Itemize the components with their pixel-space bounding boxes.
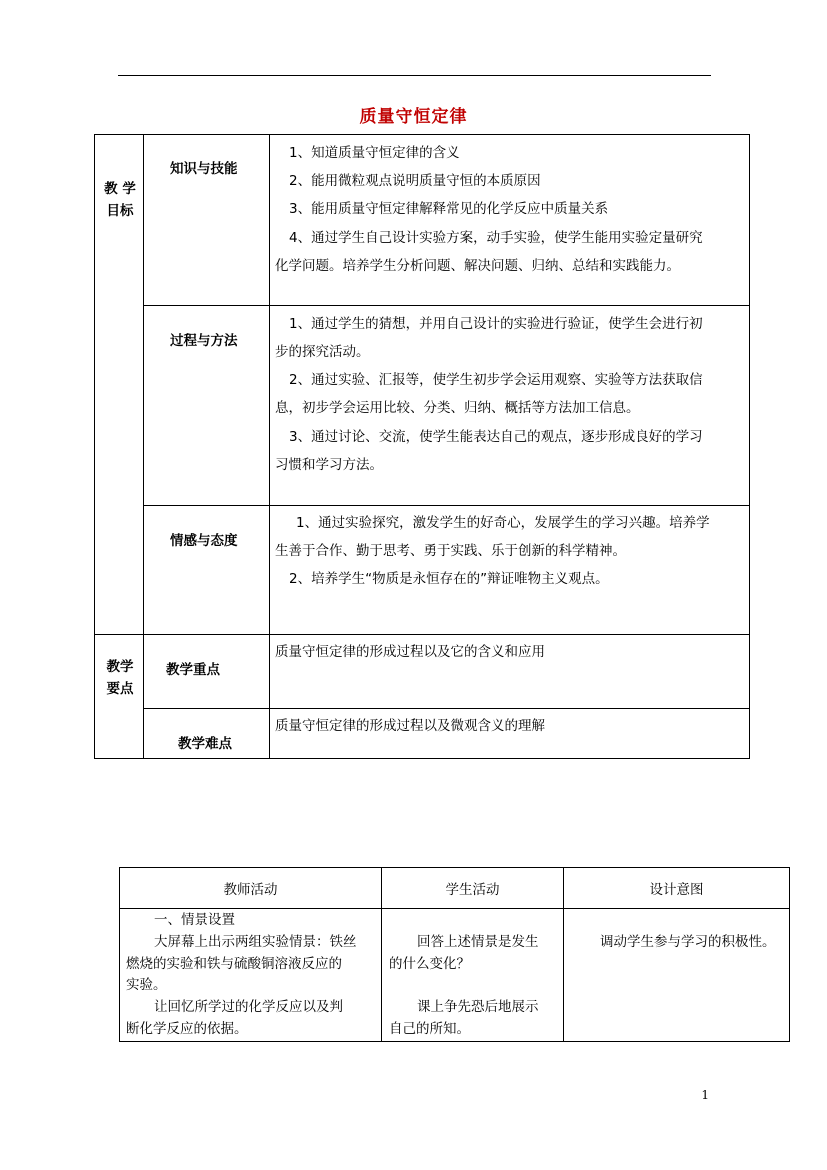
knowledge-item: 2、能用微粒观点说明质量守恒的本质原因 bbox=[289, 173, 541, 189]
knowledge-item: 1、知道质量守恒定律的含义 bbox=[289, 145, 460, 161]
key-point-label: 教学重点 bbox=[166, 662, 220, 678]
difficult-point-label: 教学难点 bbox=[178, 736, 232, 752]
goals-section-label: 教 学 目标 bbox=[104, 181, 136, 219]
points-section-label: 教学 要点 bbox=[106, 659, 134, 697]
teacher-line: 一、情景设置 bbox=[154, 912, 235, 928]
emotion-item: 2、培养学生“物质是永恒存在的”辩证唯物主义观点。 bbox=[289, 571, 609, 587]
process-item: 息，初步学会运用比较、分类、归纳、概括等方法加工信息。 bbox=[275, 400, 640, 416]
difficult-point-text: 质量守恒定律的形成过程以及微观含义的理解 bbox=[275, 718, 545, 734]
header-intent: 设计意图 bbox=[649, 882, 704, 898]
emotion-item: 1、通过实验探究，激发学生的好奇心，发展学生的学习兴趣。培养学 bbox=[296, 515, 710, 531]
header-teacher: 教师活动 bbox=[223, 882, 278, 898]
knowledge-label: 知识与技能 bbox=[170, 161, 238, 177]
emotion-label-cell bbox=[143, 505, 270, 635]
knowledge-item: 3、能用质量守恒定律解释常见的化学反应中质量关系 bbox=[289, 201, 609, 217]
process-item: 步的探究活动。 bbox=[275, 344, 370, 360]
teacher-line: 实验。 bbox=[126, 977, 167, 993]
process-item: 2、通过实验、汇报等，使学生初步学会运用观察、实验等方法获取信 bbox=[289, 372, 703, 388]
process-label: 过程与方法 bbox=[170, 333, 238, 349]
teacher-line: 让回忆所学过的化学反应以及判 bbox=[154, 999, 343, 1015]
student-line: 的什么变化？ bbox=[389, 956, 470, 972]
document-title: 质量守恒定律 bbox=[359, 107, 468, 127]
knowledge-item: 4、通过学生自己设计实验方案，动手实验，使学生能用实验定量研究 bbox=[289, 230, 703, 246]
design-intent-text: 调动学生参与学习的积极性。 bbox=[600, 934, 776, 950]
process-item: 3、通过讨论、交流，使学生能表达自己的观点，逐步形成良好的学习 bbox=[289, 429, 703, 445]
teacher-line: 大屏幕上出示两组实验情景：铁丝 bbox=[154, 934, 357, 950]
student-line: 回答上述情景是发生 bbox=[417, 934, 539, 950]
page-number: 1 bbox=[701, 1088, 709, 1102]
process-item: 1、通过学生的猜想，并用自己设计的实验进行验证，使学生会进行初 bbox=[289, 316, 703, 332]
header-rule bbox=[118, 75, 711, 76]
key-point-text: 质量守恒定律的形成过程以及它的含义和应用 bbox=[275, 644, 545, 660]
header-student: 学生活动 bbox=[445, 882, 500, 898]
knowledge-item: 化学问题。培养学生分析问题、解决问题、归纳、总结和实践能力。 bbox=[275, 258, 680, 274]
teacher-line: 燃烧的实验和铁与硫酸铜溶液反应的 bbox=[126, 956, 342, 972]
process-item: 习惯和学习方法。 bbox=[275, 457, 383, 473]
emotion-label: 情感与态度 bbox=[170, 533, 238, 549]
emotion-item: 生善于合作、勤于思考、勇于实践、乐于创新的科学精神。 bbox=[275, 543, 626, 559]
teacher-line: 断化学反应的依据。 bbox=[126, 1021, 248, 1037]
student-line: 自己的所知。 bbox=[389, 1021, 470, 1037]
student-line: 课上争先恐后地展示 bbox=[417, 999, 539, 1015]
design-intent-cell bbox=[563, 908, 790, 1042]
